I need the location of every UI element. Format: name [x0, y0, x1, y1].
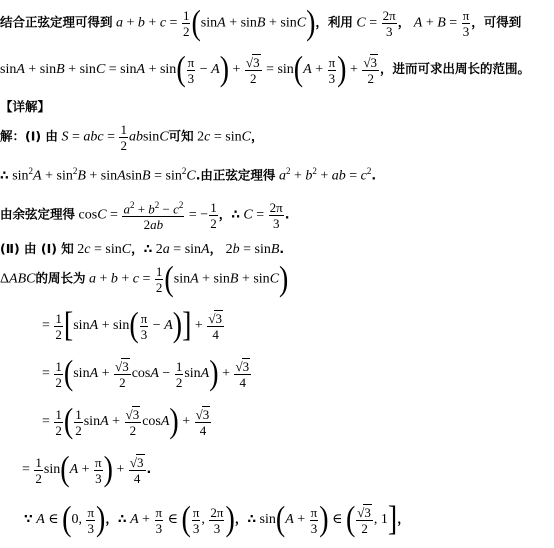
detail-header: 【详解】 — [0, 99, 51, 114]
line-8-step-one: = $\frac{1}{2}$ [sinA + sin( $\frac{\pi}{3}$ − A)] + $\frac{√3}{4}$ — [42, 306, 222, 345]
line-12-range: ∵ A ∈ (0, $\frac{\pi}{3}$ )，∴ A + $\frac{\pi}{3}$ ∈ ( $\frac{\pi}{3}$ , $\frac{2\pi}{3}$ )，∴ sin(A + $\frac{\pi}{3}$ ) ∈ ( $\frac{√3}{2}$ , 1]， — [24, 500, 410, 539]
fraction-one-half: $\frac{1}{2}$ — [182, 8, 190, 39]
line-6-part-two: (Ⅱ) 由 (Ⅰ) 知 2c = sinC，∴ 2a = sinA， 2b = sinB. — [0, 241, 285, 257]
line-5-cosine-law: 由余弦定理得 cosC = $\frac{a^2 + b^2 - c^2}{2ab}$ = − $\frac{1}{2}$ ，∴ C = $\frac{2\pi}{3}$ . — [0, 199, 290, 233]
line-2-suffix: ，进而可求出周长的范围。 — [380, 61, 531, 77]
line-10-step-three: = $\frac{1}{2}$ ( $\frac{1}{2}$ sinA + $\frac{√3}{2}$ cosA) + $\frac{√3}{4}$ — [42, 402, 210, 441]
line-1-intro: 结合正弦定理可得到 — [0, 14, 113, 30]
line-1-law-of-sines: 结合正弦定理可得到 a + b + c = $\frac{1}{2}$ (sinA + sinB + sinC)，利用 C = $\frac{2\pi}{3}$ ， A + B = $\frac{\pi}{3}$ ，可得到 — [0, 3, 522, 43]
line-2-sum-of-sines: sinA + sinB + sinC = sinA + sin( $\frac{\pi}{3}$ − A) + $\frac{√3}{2}$ = sin(A + $\frac{\pi}{3}$ ) + $\frac{√3}{2}$ ，进而可求出周长的范围。 — [0, 50, 531, 89]
line-9-step-two: = $\frac{1}{2}$ (sinA + $\frac{√3}{2}$ cosA − $\frac{1}{2}$ sinA) + $\frac{√3}{4}$ — [42, 354, 250, 393]
line-11-result: = $\frac{1}{2}$ sin(A + $\frac{\pi}{3}$ ) + $\frac{√3}{4}$ . — [22, 450, 152, 489]
line-7-perimeter: ΔABC的周长为 a + b + c = $\frac{1}{2}$ (sinA + sinB + sinC) — [0, 259, 289, 299]
line-4-sine-squares: ∴ $\sin^2A + \sin^2B$ + sinAsinB = $\sin^2C$.由正弦定理得 $a^2 + b^2$ + ab = $c^2$. — [0, 166, 377, 184]
line-3-area-formula: 解：(Ⅰ) 由 S = abc = $\frac{1}{2}$ absinC可知 2c = sinC， — [0, 122, 264, 153]
